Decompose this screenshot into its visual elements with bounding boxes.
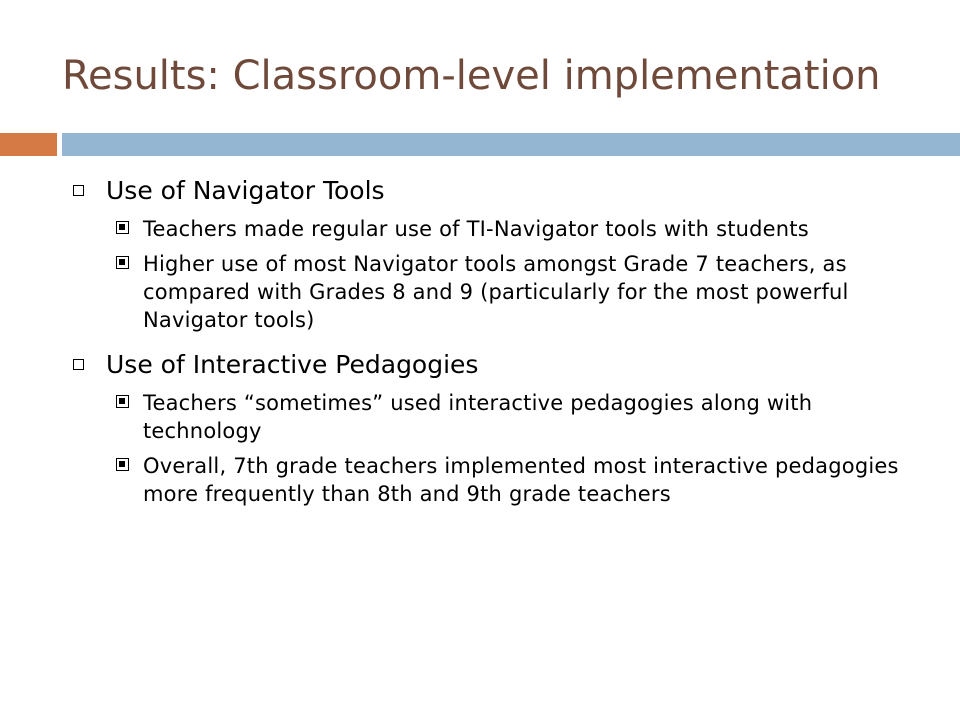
bullet-item: [68, 389, 928, 445]
filled-square-bullet-icon: [116, 395, 129, 408]
bullet-item: [68, 452, 928, 508]
accent-bar-blue: [62, 133, 960, 156]
bullet-text: Higher use of most Navigator tools amongst Grade 7 teachers, as compared with Grades 8 and 9 (particularly for the most powerful Navigator tools): [143, 252, 849, 332]
section-heading-interactive-pedagogies: [68, 348, 928, 382]
filled-square-bullet-icon: [116, 256, 129, 269]
bullet-text: Overall, 7th grade teachers implemented most interactive pedagogies more frequently than 8th and 9th grade teachers: [143, 454, 899, 506]
section-heading-navigator-tools: [68, 174, 928, 208]
accent-bar-orange: [0, 133, 57, 156]
bullet-text: Teachers made regular use of TI-Navigator tools with students: [143, 217, 809, 241]
hollow-square-bullet-icon: [73, 359, 84, 370]
section-heading-text: Use of Navigator Tools: [106, 176, 385, 205]
bullet-item: [68, 250, 928, 334]
slide-title: Results: Classroom-level implementation: [62, 53, 881, 99]
slide-body: [68, 168, 928, 508]
filled-square-bullet-icon: [116, 458, 129, 471]
hollow-square-bullet-icon: [73, 185, 84, 196]
bullet-item: [68, 215, 928, 243]
section-heading-text: Use of Interactive Pedagogies: [106, 350, 479, 379]
bullet-text: Teachers “sometimes” used interactive pedagogies along with technology: [143, 391, 813, 443]
filled-square-bullet-icon: [116, 221, 129, 234]
